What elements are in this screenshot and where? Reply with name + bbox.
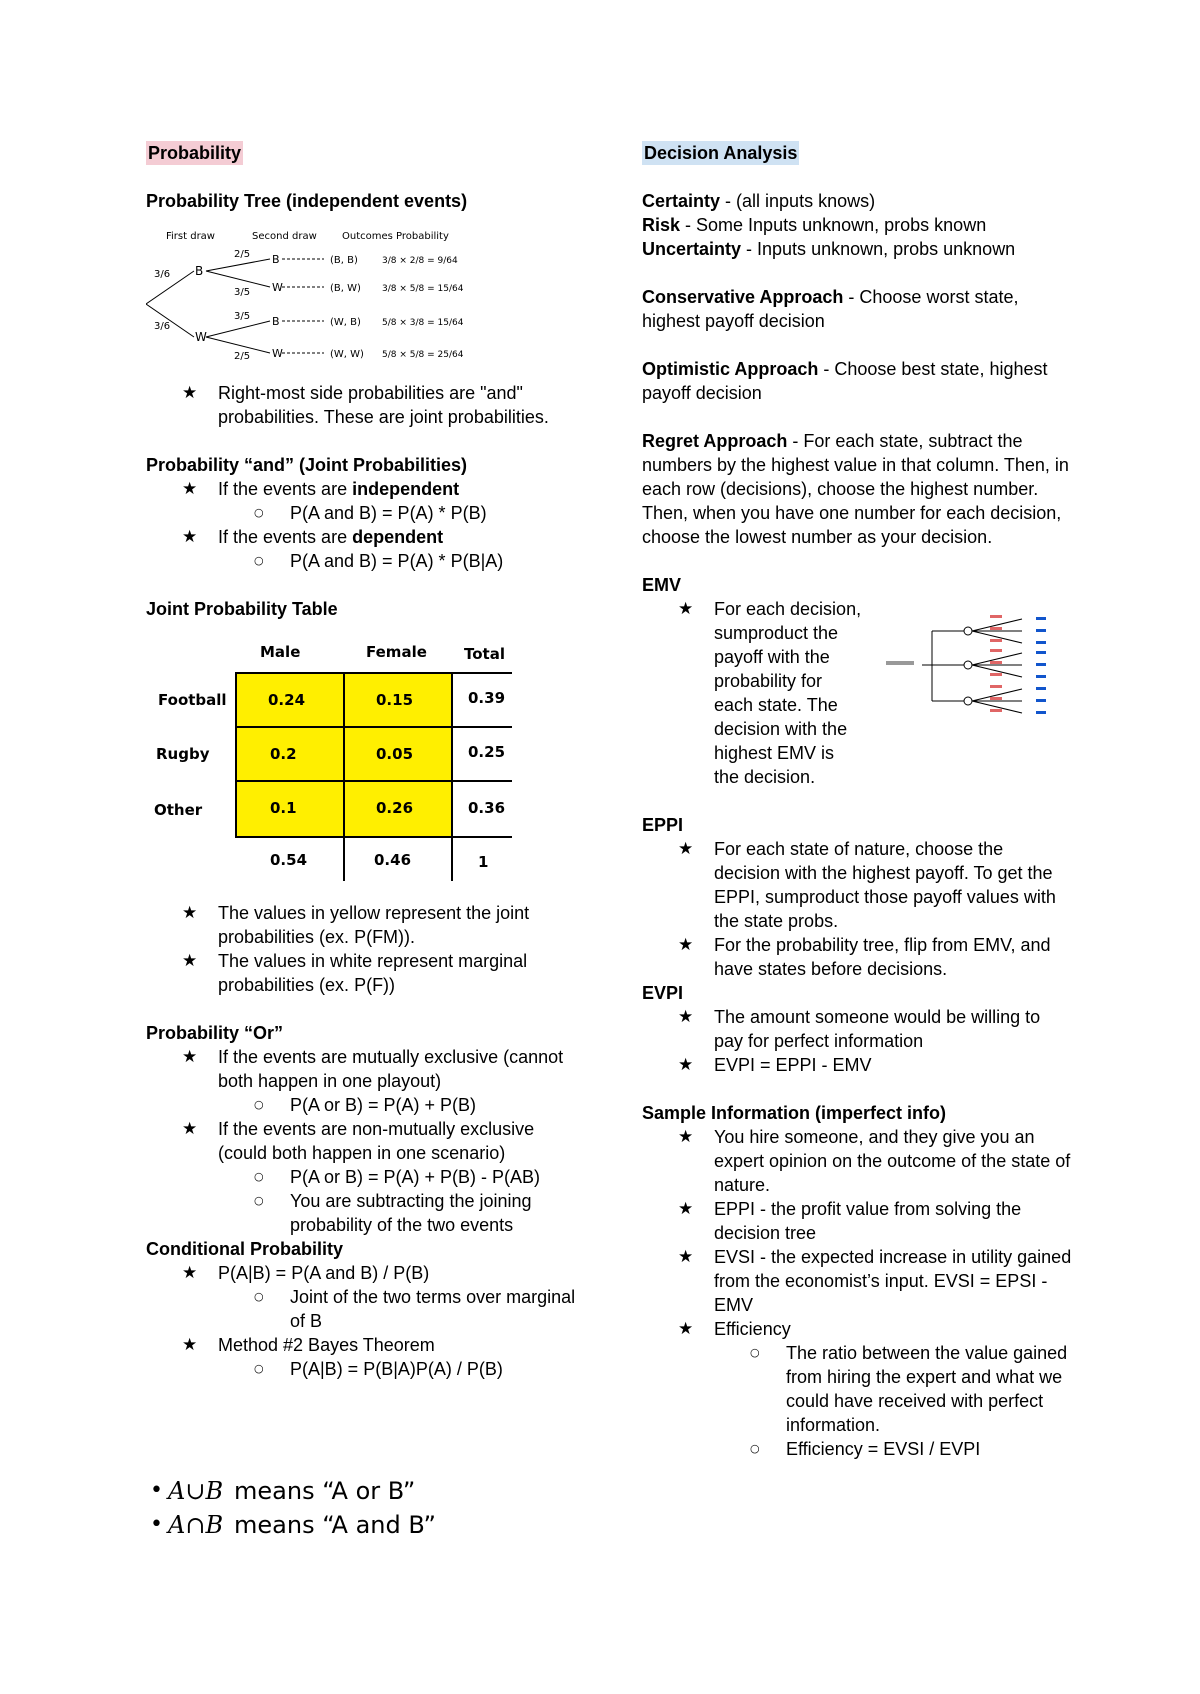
jpt-row-other: Other	[154, 801, 203, 819]
jpt-cell: 0.2	[270, 745, 297, 763]
eppi-item-1: ★ For each state of nature, choose the decision with the highest payoff. To get the EPPI, sumproduct those payoff values with the state probs.	[714, 837, 1072, 933]
eppi-heading: EPPI	[642, 815, 684, 835]
jpt-col-total: Total	[464, 645, 505, 663]
tree-col-header-probability: Probability	[396, 231, 449, 242]
cond-item-definition: ★ P(A|B) = P(A and B) / P(B) ○ Joint of the two terms over marginal of B	[218, 1261, 586, 1333]
tree-node-second-3: B	[272, 315, 280, 328]
approach-conservative: Conservative Approach - Choose worst state, highest payoff decision	[642, 287, 1019, 331]
jpt-cell: 0.39	[468, 689, 506, 707]
tree-outcome-4: (W, W)	[330, 349, 364, 360]
tree-col-header-first-draw: First draw	[166, 231, 215, 242]
jpt-row-football: Football	[158, 691, 227, 709]
tree-first-prob-w: 3/6	[154, 321, 171, 332]
or-formula-me: ○ P(A or B) = P(A) + P(B)	[290, 1093, 586, 1117]
jpt-cell: 0.05	[376, 745, 414, 763]
jpt-col-female: Female	[366, 643, 427, 661]
emv-heading: EMV	[642, 575, 682, 595]
tree-node-first-b: B	[195, 264, 204, 278]
tree-node-second-2: W	[272, 281, 283, 294]
efficiency-definition: ○ The ratio between the value gained from hiring the expert and what we could have received with perfect information.	[786, 1341, 1072, 1437]
tree-col-header-outcomes: Outcomes	[342, 231, 393, 242]
right-column	[642, 141, 1072, 1461]
def-uncertainty: Uncertainty - Inputs unknown, probs unknown	[642, 239, 1016, 259]
tree-col-headers	[166, 231, 449, 242]
section-title-decision-analysis: Decision Analysis	[644, 143, 798, 163]
tree-outcome-3: (W, B)	[330, 317, 361, 328]
sample-item-1: ★ You hire someone, and they give you an expert opinion on the outcome of the state of nature.	[714, 1125, 1072, 1197]
jpt-note-white: ★ The values in white represent marginal probabilities (ex. P(F))	[218, 949, 586, 997]
tree-node-second-1: B	[272, 253, 280, 266]
sample-item-2: ★ EPPI - the profit value from solving the decision tree	[714, 1197, 1072, 1245]
tree-note: ★ Right-most side probabilities are "and" probabilities. These are joint probabilities.	[218, 381, 586, 429]
or-formula-nme: ○ P(A or B) = P(A) + P(B) - P(AB)	[290, 1165, 586, 1189]
tree-heading: Probability Tree (independent events)	[146, 191, 468, 211]
or-item-mutually-exclusive: ★ If the events are mutually exclusive (cannot both happen in one playout) ○ P(A or B) = P(A) + P(B)	[218, 1045, 586, 1117]
left-column	[146, 141, 586, 1381]
conditional-heading: Conditional Probability	[146, 1239, 343, 1259]
tree-probability-3: 5/8 × 3/8 = 15/64	[382, 318, 464, 328]
or-note-nme: ○ You are subtracting the joining probability of the two events	[290, 1189, 586, 1237]
or-item-non-mutually-exclusive: ★ If the events are non-mutually exclusive (could both happen in one scenario) ○ P(A or B) = P(A) + P(B) - P(AB) ○ You are subtracting the joining probability of the two events	[218, 1117, 586, 1237]
def-certainty: Certainty - (all inputs knows)	[642, 191, 876, 211]
tree-node-first-w: W	[195, 330, 207, 344]
approach-optimistic: Optimistic Approach - Choose best state, highest payoff decision	[642, 359, 1048, 403]
and-formula-dependent: ○ P(A and B) = P(A) * P(B|A)	[290, 549, 586, 573]
joint-probability-table	[146, 633, 526, 889]
jpt-total-male: 0.54	[270, 851, 308, 869]
tree-probability-1: 3/8 × 2/8 = 9/64	[382, 256, 458, 266]
set-note-intersection: • A∩B means “A and B”	[150, 1511, 436, 1539]
tree-second-prob-2: 3/5	[234, 287, 251, 298]
and-formula-independent: ○ P(A and B) = P(A) * P(B)	[290, 501, 586, 525]
probability-tree-figure	[146, 229, 476, 369]
jpt-total-female: 0.46	[374, 851, 412, 869]
jpt-col-male: Male	[260, 643, 301, 661]
tree-first-prob-b: 3/6	[154, 269, 171, 280]
set-notation-notes	[150, 1474, 436, 1542]
evpi-item-1: ★ The amount someone would be willing to pay for perfect information	[714, 1005, 1072, 1053]
jpt-cell: 0.24	[268, 691, 306, 709]
jpt-cell: 0.36	[468, 799, 506, 817]
tree-outcome-1: (B, B)	[330, 255, 358, 266]
efficiency-formula: ○ Efficiency = EVSI / EVPI	[786, 1437, 1072, 1461]
jpt-cell: 0.26	[376, 799, 414, 817]
def-risk: Risk - Some Inputs unknown, probs known	[642, 215, 987, 235]
and-item-independent: ★ If the events are independent ○ P(A and B) = P(A) * P(B)	[218, 477, 586, 525]
jpt-cell: 0.25	[468, 743, 506, 761]
approach-regret: Regret Approach - For each state, subtract the numbers by the highest value in that column. Then, in each row (decisions), choose the highest number. Then, when you have one number for each decision, choose the lowest number as your decision.	[642, 431, 1069, 547]
emv-item: ★ For each decision, sumproduct the payoff with the probability for each state. The decision with the highest EMV is the decision.	[714, 597, 1072, 789]
tree-probability-2: 3/8 × 5/8 = 15/64	[382, 284, 464, 294]
sample-item-efficiency: ★ Efficiency ○ The ratio between the value gained from hiring the expert and what we could have received with perfect information. ○ Efficiency = EVSI / EVPI	[714, 1317, 1072, 1461]
tree-second-prob-1: 2/5	[234, 249, 251, 260]
tree-second-prob-3: 3/5	[234, 311, 251, 322]
set-note-union: • A∪B means “A or B”	[150, 1477, 416, 1505]
sample-item-3: ★ EVSI - the expected increase in utility gained from the economist’s input. EVSI = EPSI - EMV	[714, 1245, 1072, 1317]
tree-outcome-2: (B, W)	[330, 283, 361, 294]
tree-second-prob-4: 2/5	[234, 351, 251, 362]
and-item-dependent: ★ If the events are dependent ○ P(A and B) = P(A) * P(B|A)	[218, 525, 586, 573]
evpi-heading: EVPI	[642, 983, 684, 1003]
jpt-cell: 0.15	[376, 691, 414, 709]
jpt-row-rugby: Rugby	[156, 745, 210, 763]
cond-bayes-formula: ○ P(A|B) = P(B|A)P(A) / P(B)	[290, 1357, 586, 1381]
sample-info-heading: Sample Information (imperfect info)	[642, 1103, 947, 1123]
tree-node-second-4: W	[272, 347, 283, 360]
jpt-note-yellow: ★ The values in yellow represent the joint probabilities (ex. P(FM)).	[218, 901, 586, 949]
tree-col-header-second-draw: Second draw	[252, 231, 317, 242]
jpt-total-grand: 1	[478, 853, 489, 871]
or-heading: Probability “Or”	[146, 1023, 284, 1043]
jpt-heading: Joint Probability Table	[146, 599, 338, 619]
cond-item-bayes: ★ Method #2 Bayes Theorem ○ P(A|B) = P(B|A)P(A) / P(B)	[218, 1333, 586, 1381]
evpi-item-2: ★ EVPI = EPPI - EMV	[714, 1053, 1072, 1077]
section-title-probability: Probability	[148, 143, 242, 163]
jpt-cell: 0.1	[270, 799, 297, 817]
eppi-item-2: ★ For the probability tree, flip from EMV, and have states before decisions.	[714, 933, 1072, 981]
emv-section	[642, 573, 1072, 789]
cond-note: ○ Joint of the two terms over marginal of B	[290, 1285, 586, 1333]
and-heading: Probability “and” (Joint Probabilities)	[146, 455, 468, 475]
tree-probability-4: 5/8 × 5/8 = 25/64	[382, 350, 464, 360]
emv-decision-tree-figure	[882, 613, 1052, 723]
